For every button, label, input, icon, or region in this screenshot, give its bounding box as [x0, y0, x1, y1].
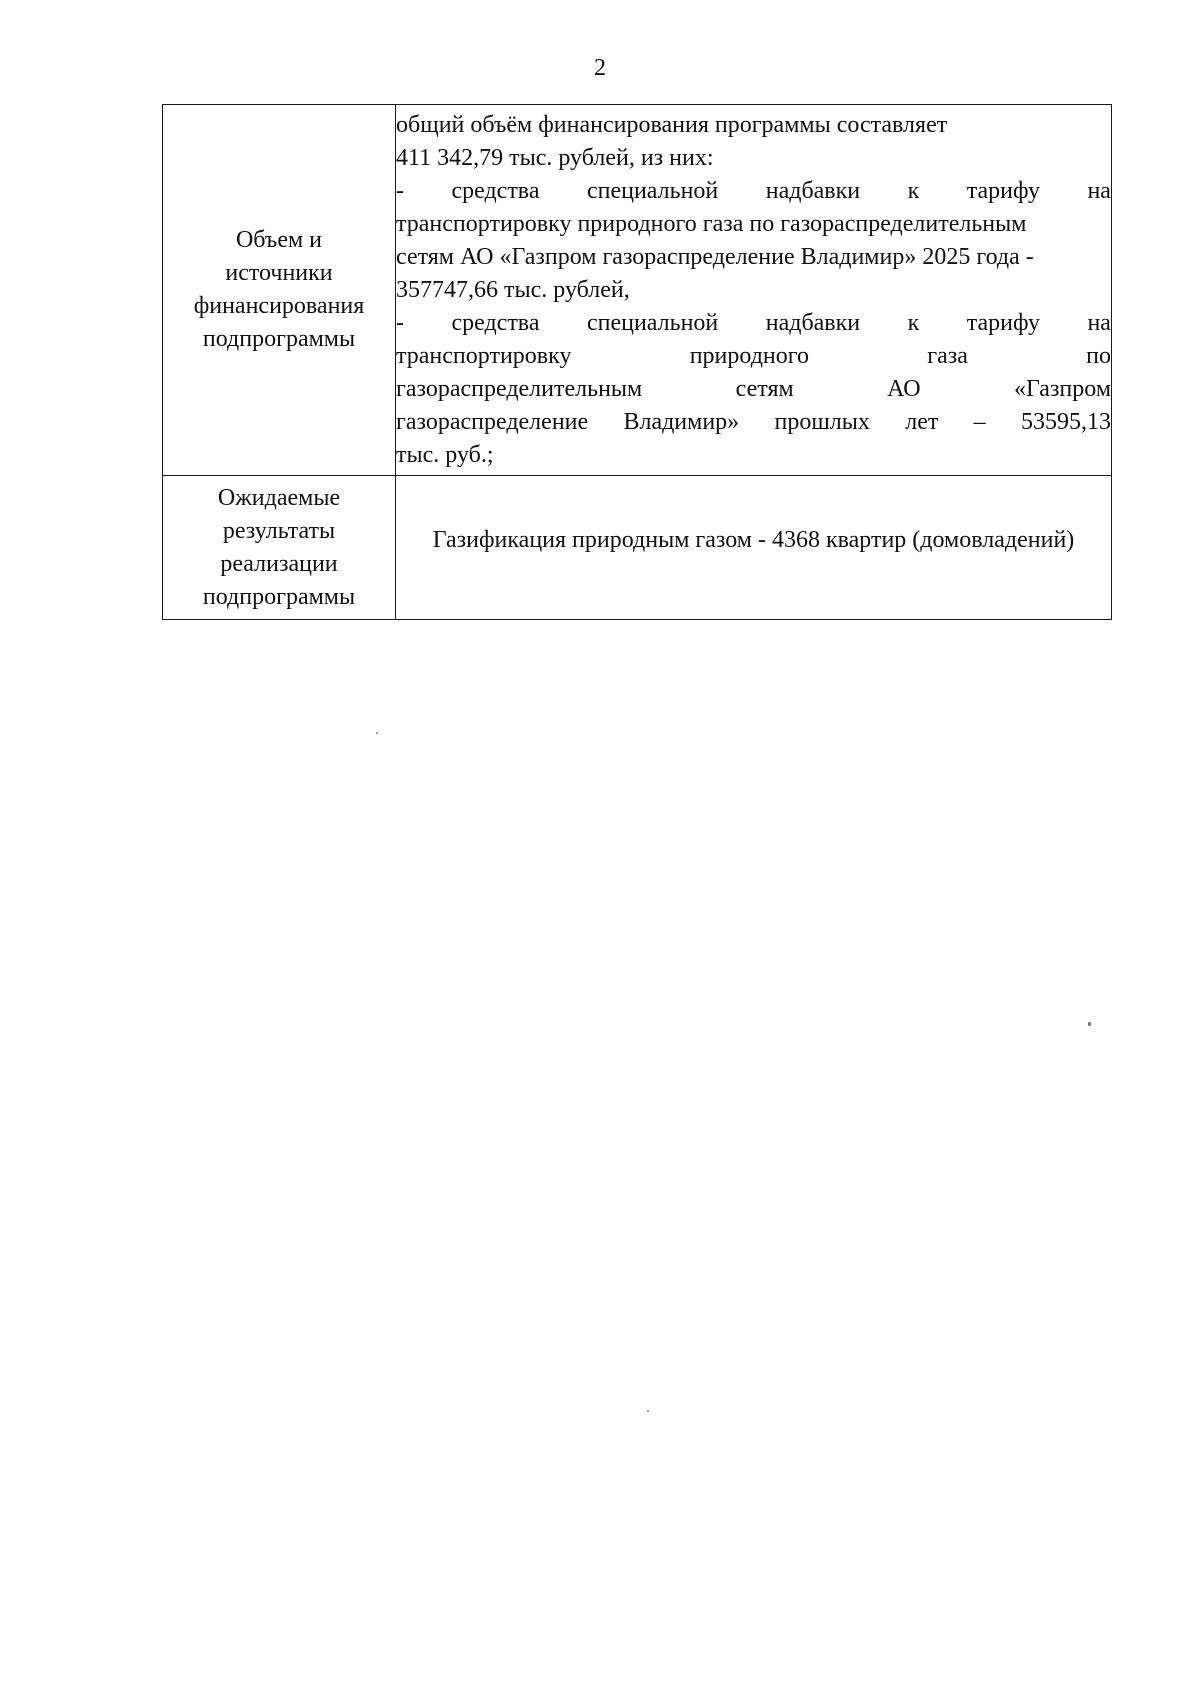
word: специальной	[586, 177, 719, 204]
word: -	[396, 309, 404, 336]
results-label-line: подпрограммы	[202, 583, 356, 610]
funding-item2-line5: тыс. руб.;	[396, 441, 494, 468]
results-row	[163, 476, 1112, 620]
funding-item1-line2: транспортировку природного газа по газораспределительным	[396, 210, 1027, 237]
funding-label-line: подпрограммы	[202, 326, 356, 352]
funding-total-line: общий объём финансирования программы составляет	[396, 111, 948, 138]
word: лет	[905, 408, 939, 435]
word: природного	[689, 342, 809, 369]
scan-speck	[376, 732, 378, 734]
results-label-line: реализации	[220, 550, 338, 577]
funding-row	[163, 105, 1112, 476]
scan-speck	[647, 1410, 649, 1412]
word: газораспределительным	[396, 375, 643, 402]
word: специальной	[586, 309, 719, 336]
word: –	[973, 408, 986, 435]
word: на	[1087, 177, 1111, 204]
funding-label-line: источники	[225, 260, 333, 286]
word: 53595,13	[1020, 408, 1111, 435]
results-label-line: Ожидаемые	[217, 484, 341, 511]
word: газораспределение	[396, 408, 589, 435]
word: тарифу	[966, 177, 1040, 204]
word: транспортировку	[396, 342, 572, 369]
results-label-cell	[163, 476, 396, 620]
word: надбавки	[765, 177, 861, 204]
word: АО	[887, 375, 921, 402]
word: средства	[451, 309, 540, 336]
word: к	[907, 177, 920, 204]
funding-label-line: Объем и	[235, 227, 323, 253]
word: на	[1087, 309, 1111, 336]
word: Владимир»	[623, 408, 740, 435]
results-value-cell	[396, 476, 1112, 620]
word: газа	[927, 342, 968, 369]
word: к	[907, 309, 920, 336]
funding-item2-line1	[396, 307, 1111, 340]
funding-value-cell	[396, 105, 1112, 476]
funding-total-amount-line: 411 342,79 тыс. рублей, из них:	[396, 144, 714, 171]
funding-item2-line4	[396, 406, 1111, 439]
results-label-line: результаты	[222, 517, 336, 544]
funding-label-line: финансирования	[193, 293, 365, 319]
word: сетям	[735, 375, 794, 402]
scan-speck	[1088, 1022, 1091, 1026]
funding-item2-line3	[396, 373, 1111, 406]
funding-item2-line2	[396, 340, 1111, 373]
word: надбавки	[765, 309, 861, 336]
word: по	[1086, 342, 1111, 369]
funding-label-cell	[163, 105, 396, 476]
word: средства	[451, 177, 540, 204]
page-number: 2	[594, 55, 606, 81]
word: -	[396, 177, 404, 204]
funding-item1-line4: 357747,66 тыс. рублей,	[396, 276, 630, 303]
word: тарифу	[966, 309, 1040, 336]
expected-result-text: Газификация природным газом - 4368 квартир (домовладений)	[432, 527, 1075, 553]
funding-item1-line1	[396, 175, 1111, 208]
subprogram-passport-table	[162, 104, 1112, 620]
word: «Газпром	[1014, 375, 1111, 402]
funding-item1-line3: сетям АО «Газпром газораспределение Владимир» 2025 года -	[396, 243, 1034, 270]
word: прошлых	[774, 408, 870, 435]
